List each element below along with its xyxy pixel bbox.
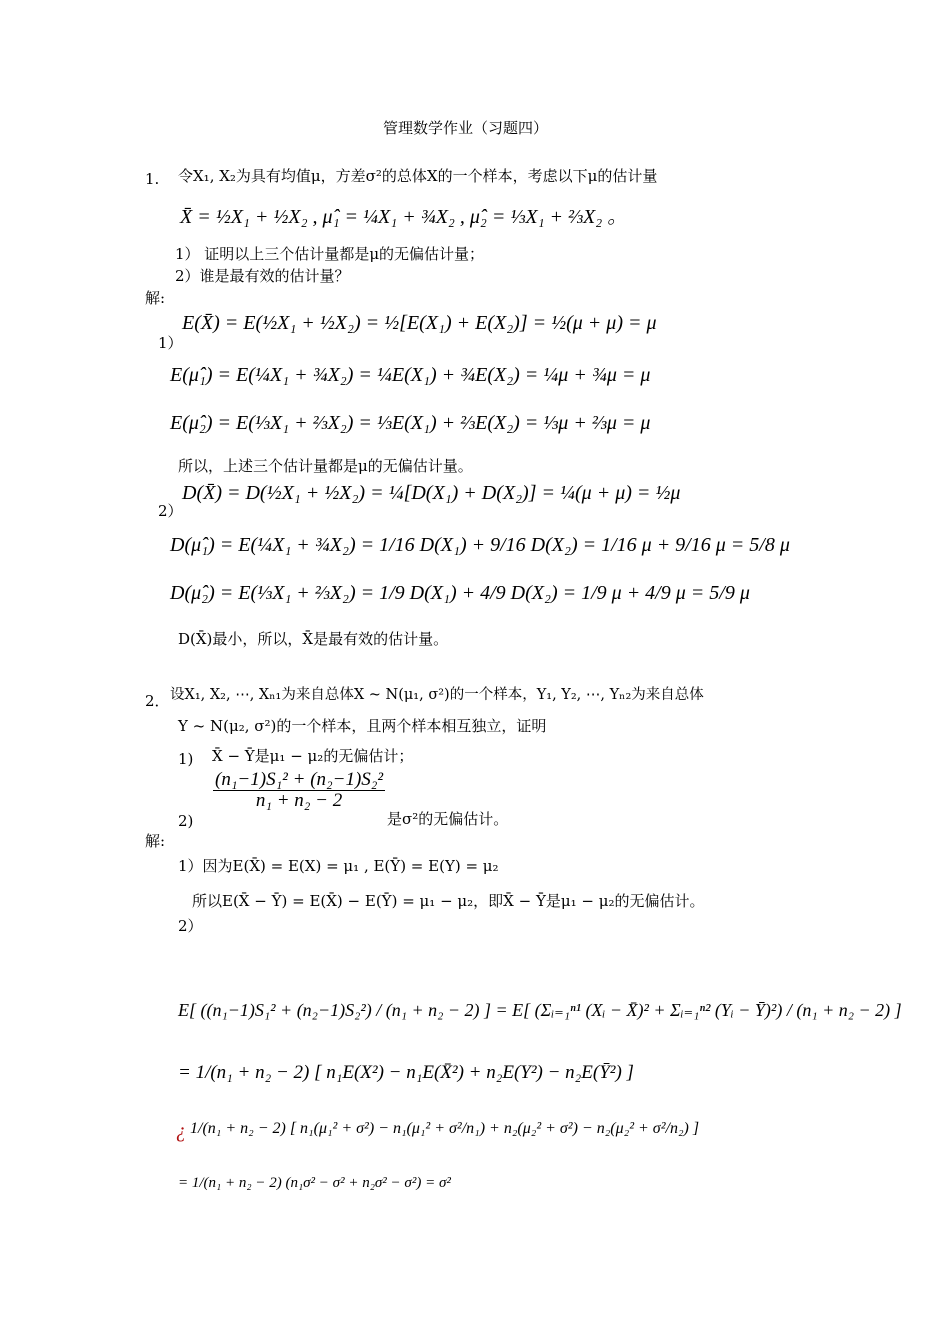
fraction-denominator: n₁ + n₂ − 2 [255,789,343,811]
problem-2-equation-f3: 1/(n₁ + n₂ − 2) [ n₁(μ₁² + σ²) − n₁(μ₁² + σ²/n₁) + n₂(μ₂² + σ²) − n₂(μ₂² + σ²/n₂) ] [190,1120,700,1137]
problem-1-part-2-label: 2） [158,502,183,520]
problem-2-equation-f1: E[ ((n₁−1)S₁² + (n₂−1)S₂²) / (n₁ + n₂ − 2) ] = E[ (Σᵢ₌₁ⁿ¹ (Xᵢ − X̄)² + Σᵢ₌₁ⁿ² (Yᵢ − Ȳ)²) / (n₁ + n₂ − 2) ] [178,1000,902,1020]
problem-1-solution-label: 解: [145,289,166,307]
problem-1-part-1-label: 1） [158,334,183,352]
problem-2-equation-f2: = 1/(n₁ + n₂ − 2) [ n₁E(X²) − n₁E(X̄²) + n₂E(Y²) − n₂E(Ȳ²) ] [178,1062,634,1083]
problem-1-estimators: X̄ = ½X₁ + ½X₂ , μ̂₁ = ¼X₁ + ¾X₂ , μ̂₂ = ⅓X₁ + ⅔X₂ 。 [180,206,628,228]
problem-2-intro-line-2: Y ~ N(μ₂, σ²)的一个样本，且两个样本相互独立，证明 [178,717,547,735]
problem-1-intro: 令X₁, X₂为具有均值μ，方差σ²的总体X的一个样本，考虑以下μ的估计量 [178,167,658,185]
problem-2-question-1: X̄ − Ȳ是μ₁ − μ₂的无偏估计； [212,747,414,765]
problem-2-question-2-label: 2) [178,812,194,830]
problem-2-part-2-label: 2） [178,917,203,935]
problem-2-intro-line-1: 设X₁, X₂, ⋯, Xₙ₁为来自总体X ~ N(μ₁, σ²)的一个样本，Y₁, Y₂, ⋯, Yₙ₂为来自总体 [170,687,704,703]
problem-2-question-2-fraction [212,770,386,812]
problem-2-question-2-tail: 是σ²的无偏估计。 [387,810,509,828]
problem-2-solution-label: 解: [145,832,166,850]
problem-2-number: 2． [145,692,170,710]
problem-1-equation-e1: E(X̄) = E(½X₁ + ½X₂) = ½[E(X₁) + E(X₂)] = ½(μ + μ) = μ [182,312,657,334]
problem-1-conclusion-1: 所以，上述三个估计量都是μ的无偏估计量。 [178,457,473,475]
problem-1-conclusion-2: D(X̄)最小，所以，X̄是最有效的估计量。 [178,630,449,648]
problem-2-equation-f4: = 1/(n₁ + n₂ − 2) (n₁σ² − σ² + n₂σ² − σ²) = σ² [178,1175,451,1191]
problem-1-equation-d1: D(X̄) = D(½X₁ + ½X₂) = ¼[D(X₁) + D(X₂)] = ¼(μ + μ) = ½μ [182,482,681,504]
problem-1-question-1: 1） 证明以上三个估计量都是μ的无偏估计量； [175,245,485,263]
problem-1-equation-e3: E(μ̂₂) = E(⅓X₁ + ⅔X₂) = ⅓E(X₁) + ⅔E(X₂) = ⅓μ + ⅔μ = μ [170,412,651,434]
problem-1-question-2: 2）谁是最有效的估计量？ [175,267,350,285]
problem-2-question-1-label: 1) [178,750,194,768]
problem-1-equation-d3: D(μ̂₂) = E(⅓X₁ + ⅔X₂) = 1/9 D(X₁) + 4/9 D(X₂) = 1/9 μ + 4/9 μ = 5/9 μ [170,582,750,604]
problem-2-stray-mark: ¿ [176,1120,186,1142]
problem-1-equation-d2: D(μ̂₁) = E(¼X₁ + ¾X₂) = 1/16 D(X₁) + 9/16 D(X₂) = 1/16 μ + 9/16 μ = 5/8 μ [170,534,790,556]
page-title: 管理数学作业（习题四） [383,119,549,137]
problem-2-answer-2: 所以E(X̄ − Ȳ) = E(X̄) − E(Ȳ) = μ₁ − μ₂，即X̄ − Ȳ是μ₁ − μ₂的无偏估计。 [192,892,705,910]
problem-1-number: 1. [145,170,160,188]
problem-1-equation-e2: E(μ̂₁) = E(¼X₁ + ¾X₂) = ¼E(X₁) + ¾E(X₂) = ¼μ + ¾μ = μ [170,364,651,386]
problem-2-answer-1: 1）因为E(X̄) = E(X) = μ₁ , E(Ȳ) = E(Y) = μ₂ [178,857,499,875]
fraction-numerator: (n₁−1)S₁² + (n₂−1)S₂² [215,769,384,790]
